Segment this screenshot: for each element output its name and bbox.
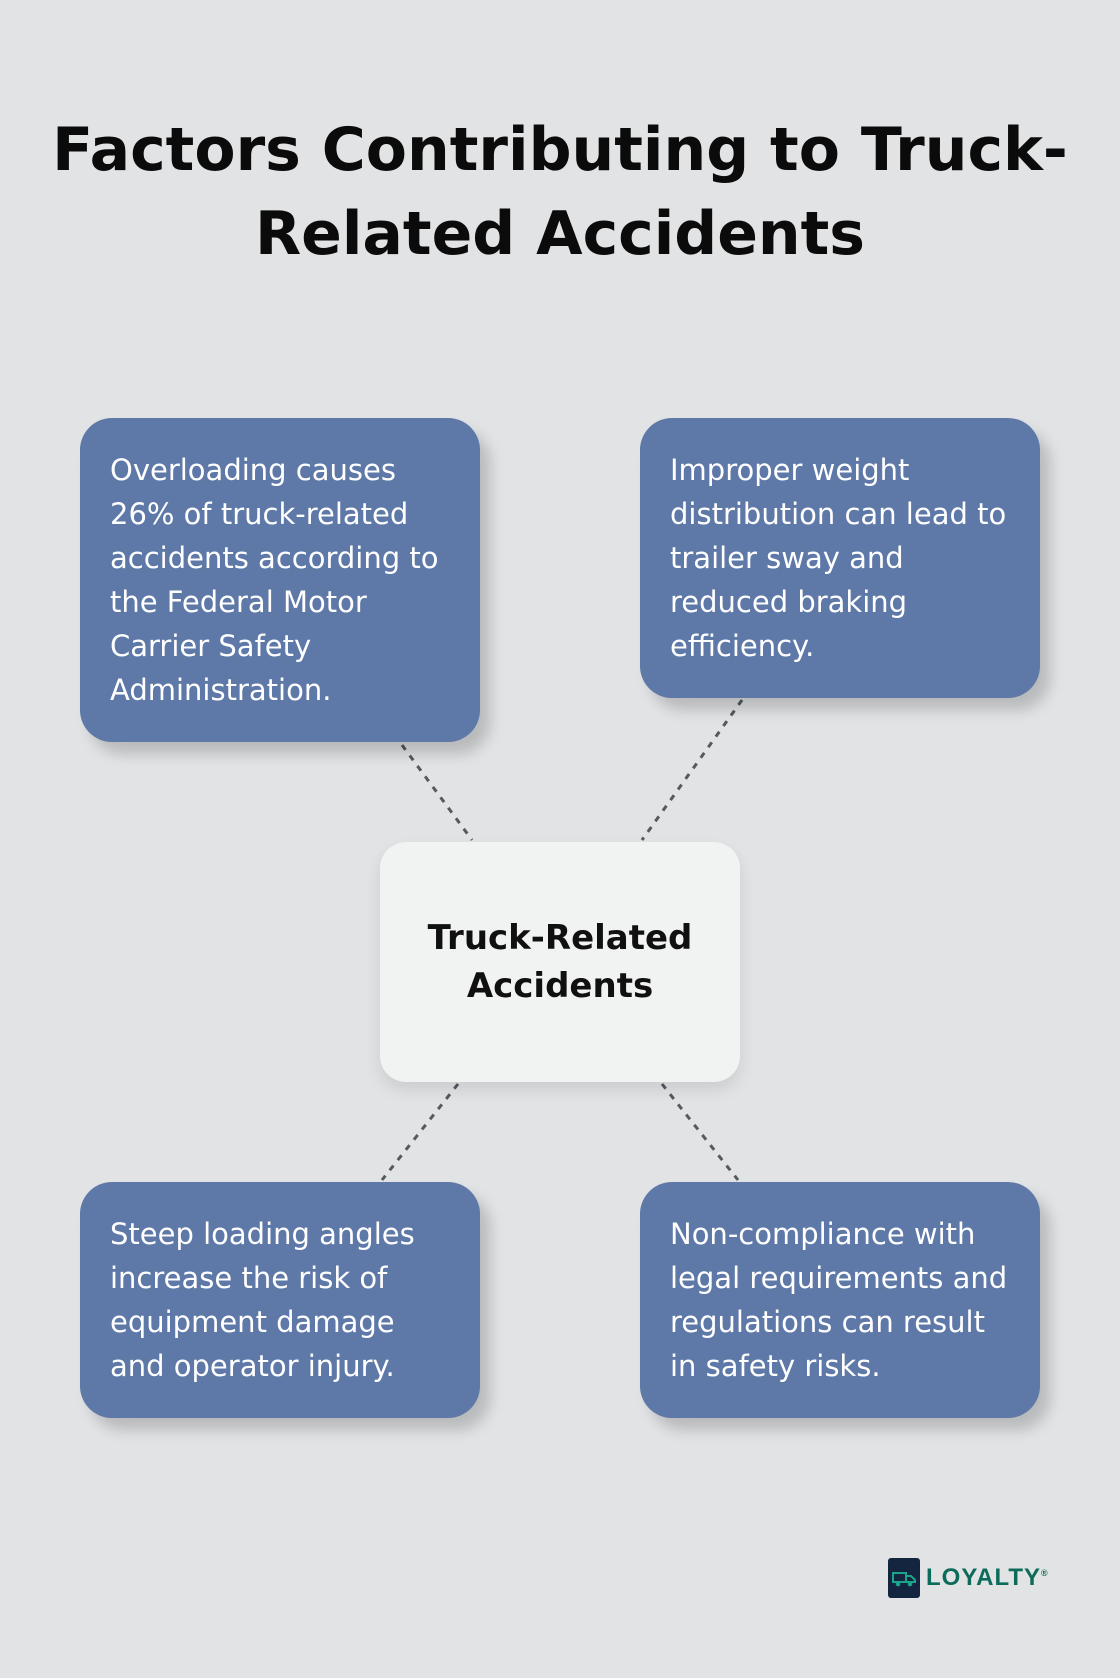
connector-top-right (642, 700, 742, 840)
factor-text: Steep loading angles increase the risk of equipment damage and operator injury. (110, 1217, 415, 1383)
factor-text: Overloading causes 26% of truck-related accidents according to the Federal Motor Carrier Safety Administration. (110, 453, 439, 707)
connector-bottom-left (382, 1084, 458, 1180)
registered-mark: ® (1041, 1568, 1049, 1578)
brand-logo (888, 1556, 1049, 1600)
factor-card-loading-angles (80, 1182, 480, 1418)
page-title: Factors Contributing to Truck-Related Accidents (52, 115, 1068, 269)
factor-text: Improper weight distribution can lead to trailer sway and reduced braking efficiency. (670, 453, 1007, 663)
center-node (380, 842, 740, 1082)
center-label: Truck-Related Accidents (427, 918, 693, 1006)
factor-card-weight-distribution (640, 418, 1040, 698)
connector-top-left (402, 745, 472, 840)
connector-bottom-right (662, 1084, 738, 1180)
logo-wordmark: LOYALTY® (926, 1564, 1049, 1591)
factor-text: Non-compliance with legal requirements and regulations can result in safety risks. (670, 1217, 1008, 1383)
factor-card-overloading (80, 418, 480, 742)
factor-card-non-compliance (640, 1182, 1040, 1418)
truck-logo-icon (888, 1558, 920, 1598)
